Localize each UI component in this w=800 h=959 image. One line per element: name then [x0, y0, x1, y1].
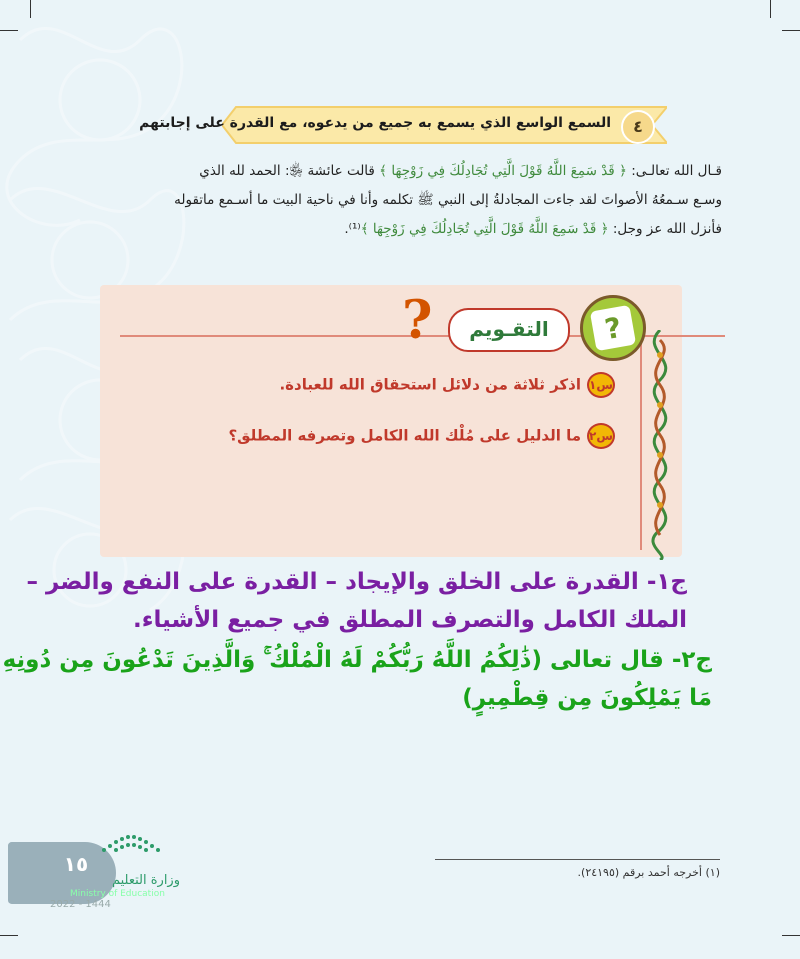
answer-2-line-1: ج٢- قال تعالى (ذَٰلِكُمُ اللَّهُ رَبُّكُمْ لَهُ الْمُلْكُ ۚ وَالَّذِينَ تَدْعُونَ مِن دُونِهِ: [2, 647, 712, 673]
footnote-ref: ⁽¹⁾.: [344, 221, 361, 237]
paragraph-line: وسـع سـمعُهُ الأصواتَ لقد جاءت المجادلةُ إلى النبي ﷺ تكلمه وأنا في ناحية البيت ما أسـمع ماتقوله: [174, 192, 722, 208]
question-mark-icon: ?: [402, 290, 433, 351]
crop-mark: [0, 30, 18, 31]
footnote-rule: [435, 859, 720, 860]
quran-verse: ﴿ قَدْ سَمِعَ اللَّهُ قَوْلَ الَّتِي تُجَادِلُكَ فِي زَوْجِهَا ﴾: [379, 163, 627, 179]
crop-mark: [782, 935, 800, 936]
section-number: ٤: [621, 110, 655, 144]
crop-mark: [30, 0, 31, 18]
line-prefix: فأنزل الله عز وجل:: [608, 221, 722, 237]
crop-mark: [782, 30, 800, 31]
line-prefix: قـال الله تعالـى:: [626, 163, 722, 179]
question-badge: س٢: [587, 423, 615, 449]
quran-verse: ﴿ قَدْ سَمِعَ اللَّهُ قَوْلَ الَّتِي تُجَادِلُكَ فِي زَوْجِهَا ﴾: [360, 221, 609, 237]
emblem-card: [590, 305, 636, 351]
hadith-paragraph: [70, 157, 722, 244]
assessment-emblem-icon: [580, 295, 646, 361]
edition-year: 2022 - 1444: [50, 899, 111, 910]
ministry-name-english: Ministry of Education: [70, 889, 165, 899]
ministry-logo-dots-icon: [96, 830, 166, 856]
question-2: [228, 423, 615, 449]
question-text: ما الدليل على مُلْك الله الكامل وتصرفه المطلق؟: [228, 426, 581, 445]
crop-mark: [770, 0, 771, 18]
question-1: [279, 372, 615, 398]
question-badge: س١: [587, 372, 615, 398]
section-title: السمع الواسع الذي يسمع به جميع من يدعوه، مع القدرة على إجابتهم: [139, 115, 611, 131]
paragraph-line: [70, 215, 722, 244]
ministry-name-arabic: وزارة التعليم: [111, 873, 180, 888]
taqweem-heading: التقـويم: [448, 308, 570, 352]
floral-ornament: [640, 330, 680, 560]
crop-mark: [0, 935, 18, 936]
answer-1-line-1: ج١- القدرة على الخلق والإيجاد – القدرة على النفع والضر –: [26, 569, 687, 595]
answer-1-line-2: الملك الكامل والتصرف المطلق في جميع الأشياء.: [132, 607, 687, 633]
section-header: [139, 103, 667, 147]
page-number: ١٥: [63, 852, 89, 876]
question-text: اذكر ثلاثة من دلائل استحقاق الله للعبادة.: [279, 375, 581, 394]
answer-2-line-2: مَا يَمْلِكُونَ مِن قِطْمِيرٍ): [462, 685, 712, 711]
emblem-question-icon: ?: [602, 310, 624, 347]
paragraph-line: [70, 157, 722, 186]
footnote: (١) أخرجه أحمد برقم (٢٤١٩٥).: [577, 866, 720, 879]
line-suffix: قالت عائشة ﵂: الحمد لله الذي: [199, 163, 380, 179]
